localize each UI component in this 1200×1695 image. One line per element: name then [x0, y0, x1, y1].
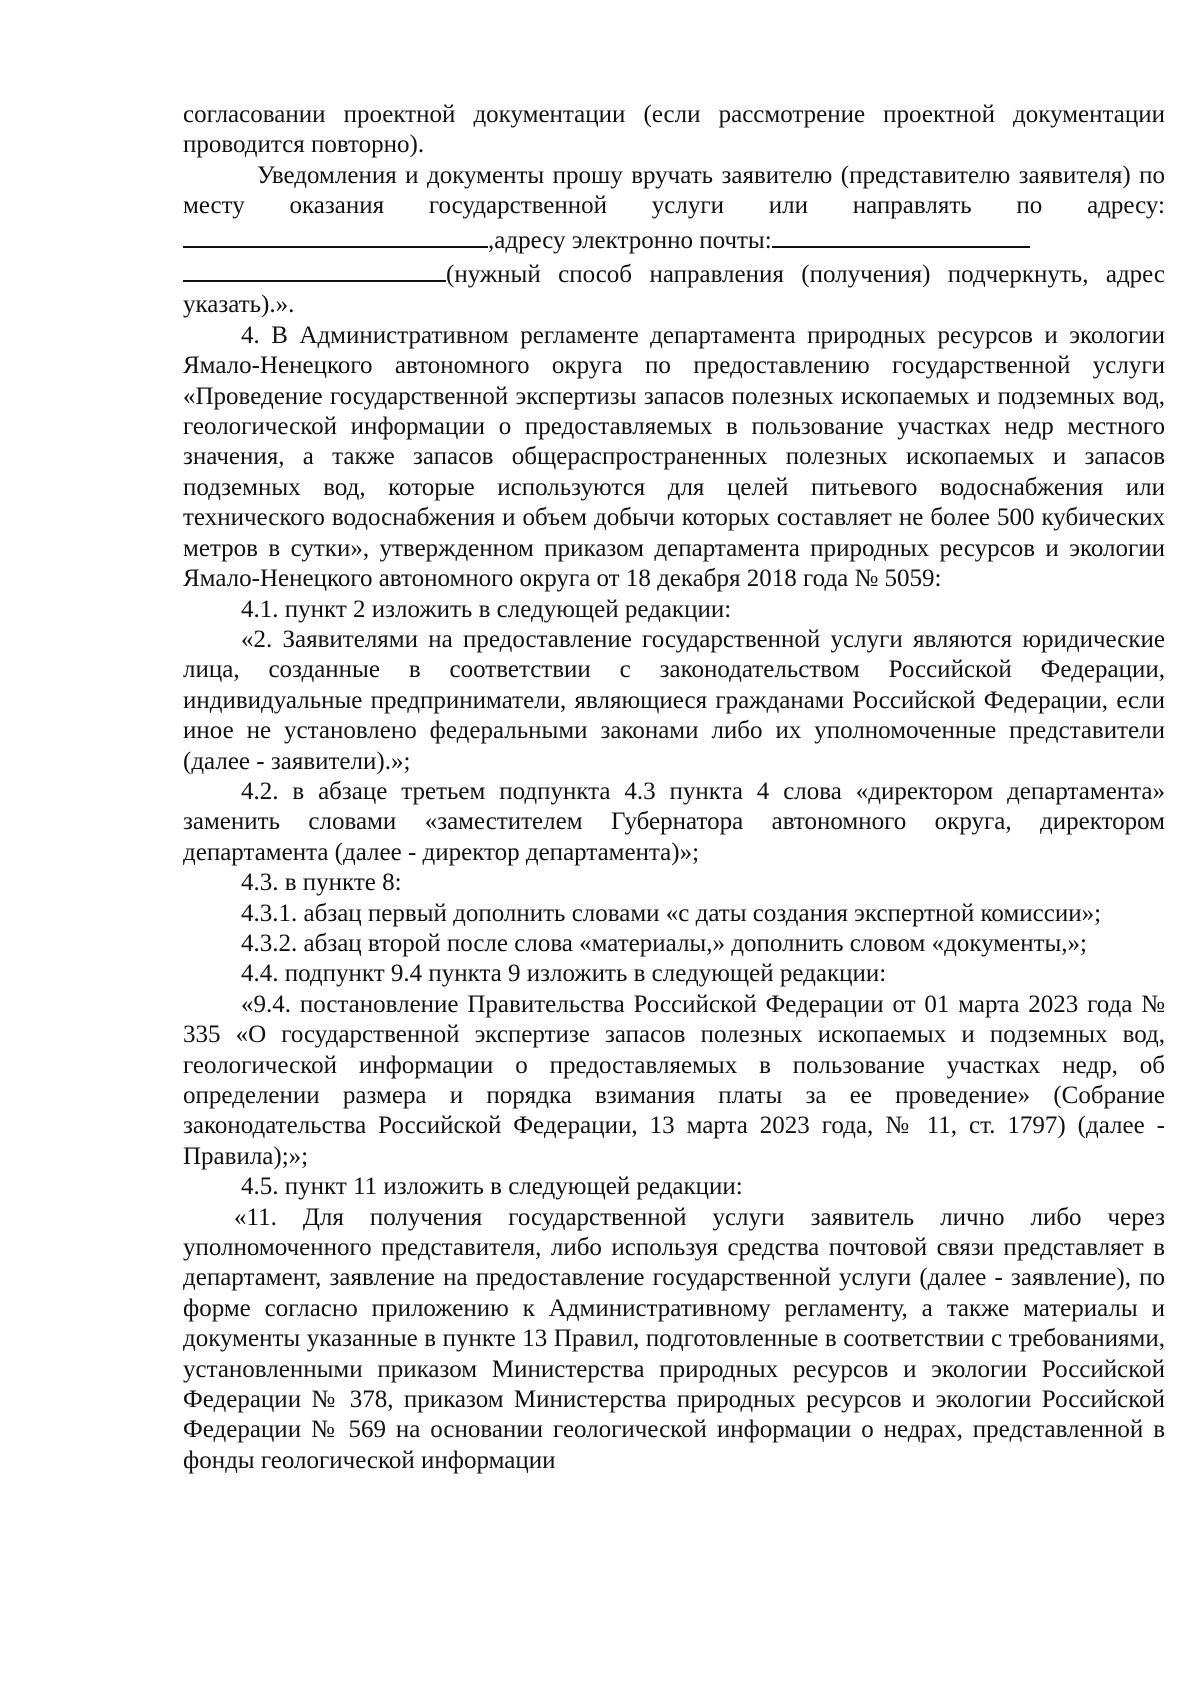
paragraph-item-4-2: 4.2. в абзаце третьем подпункта 4.3 пункта 4 слова «директором департамента» заменить словами «заместителем Губернатора автономного округа, директором департамента (далее - директор департамента)»; [183, 777, 1165, 866]
address-blank-line [183, 222, 488, 248]
paragraph-item-11: «11. Для получения государственной услуги заявитель лично либо через уполномоченного представителя, либо используя средства почтовой связи представляет в департамент, заявление на предоставление государственной услуги (далее - заявление), по форме согласно приложению к Административному регламенту, а также материалы и документы указанные в пункте 13 Правил, подготовленные в соответствии с требованиями, установленными приказом Министерства природных ресурсов и экологии Российской Федерации № 378, приказом Министерства природных ресурсов и экологии Российской Федерации № 569 на основании геологической информации о недрах, представленной в фонды геологической информации [183, 1203, 1165, 1474]
paragraph-applicants: «2. Заявителями на предоставление государственной услуги являются юридические лица, созданные в соответствии с законодательством Российской Федерации, индивидуальные предприниматели, являющиеся гражданами Российской Федерации, если иное не установлено федеральными законами либо их уполномоченные представители (далее - заявители).»; [183, 625, 1165, 775]
email-label: ,адресу электронно почты: [488, 226, 772, 254]
paragraph-continuation: согласовании проектной документации (если рассмотрение проектной документации проводится повторно). [183, 101, 1165, 159]
paragraph-item-4-3-1: 4.3.1. абзац первый дополнить словами «с даты создания экспертной комиссии»; [241, 899, 1102, 927]
delivery-instruction: (нужный способ направления (получения) подчеркнуть, адрес указать).». [183, 261, 1165, 319]
paragraph-item-9-4: «9.4. постановление Правительства Российской Федерации от 01 марта 2023 года № 335 «О государственной экспертизе запасов полезных ископаемых и подземных вод, геологической информации о предоставляемых в пользование участках недр, об определении размера и порядка взимания платы за ее проведение» (Собрание законодательства Российской Федерации, 13 марта 2023 года, № 11, ст. 1797) (далее - Правила);»; [183, 990, 1165, 1170]
paragraph-item-4-4: 4.4. подпункт 9.4 пункта 9 изложить в следующей редакции: [241, 960, 887, 988]
paragraph-item-4-3-2: 4.3.2. абзац второй после слова «материалы,» дополнить словом «документы,»; [241, 929, 1087, 957]
paragraph-delivery-address [183, 161, 1165, 321]
paragraph-item-4-3: 4.3. в пункте 8: [241, 869, 402, 897]
paragraph-item-4: 4. В Административном регламенте департамента природных ресурсов и экологии Ямало-Ненецкого автономного округа по предоставлению государственной услуги «Проведение государственной экспертизы запасов полезных ископаемых и подземных вод, геологической информации о предоставляемых в пользование участках недр местного значения, а также запасов общераспространенных полезных ископаемых и запасов подземных вод, которые используются для целей питьевого водоснабжения или технического водоснабжения и объем добычи которых составляет не более 500 кубических метров в сутки», утвержденном приказом департамента природных ресурсов и экологии Ямало-Ненецкого автономного округа от 18 декабря 2018 года № 5059: [183, 321, 1165, 593]
document-body [183, 100, 1165, 1476]
paragraph-item-4-1: 4.1. пункт 2 изложить в следующей редакции: [241, 595, 732, 623]
paragraph-item-4-5: 4.5. пункт 11 изложить в следующей редакции: [241, 1173, 743, 1201]
email-blank-line [772, 222, 1030, 248]
email-blank-line-continued [183, 256, 446, 282]
address-prefix: Уведомления и документы прошу вручать заявителю (представителю заявителя) по месту оказания государственной услуги или направлять по адресу: [183, 161, 1165, 220]
